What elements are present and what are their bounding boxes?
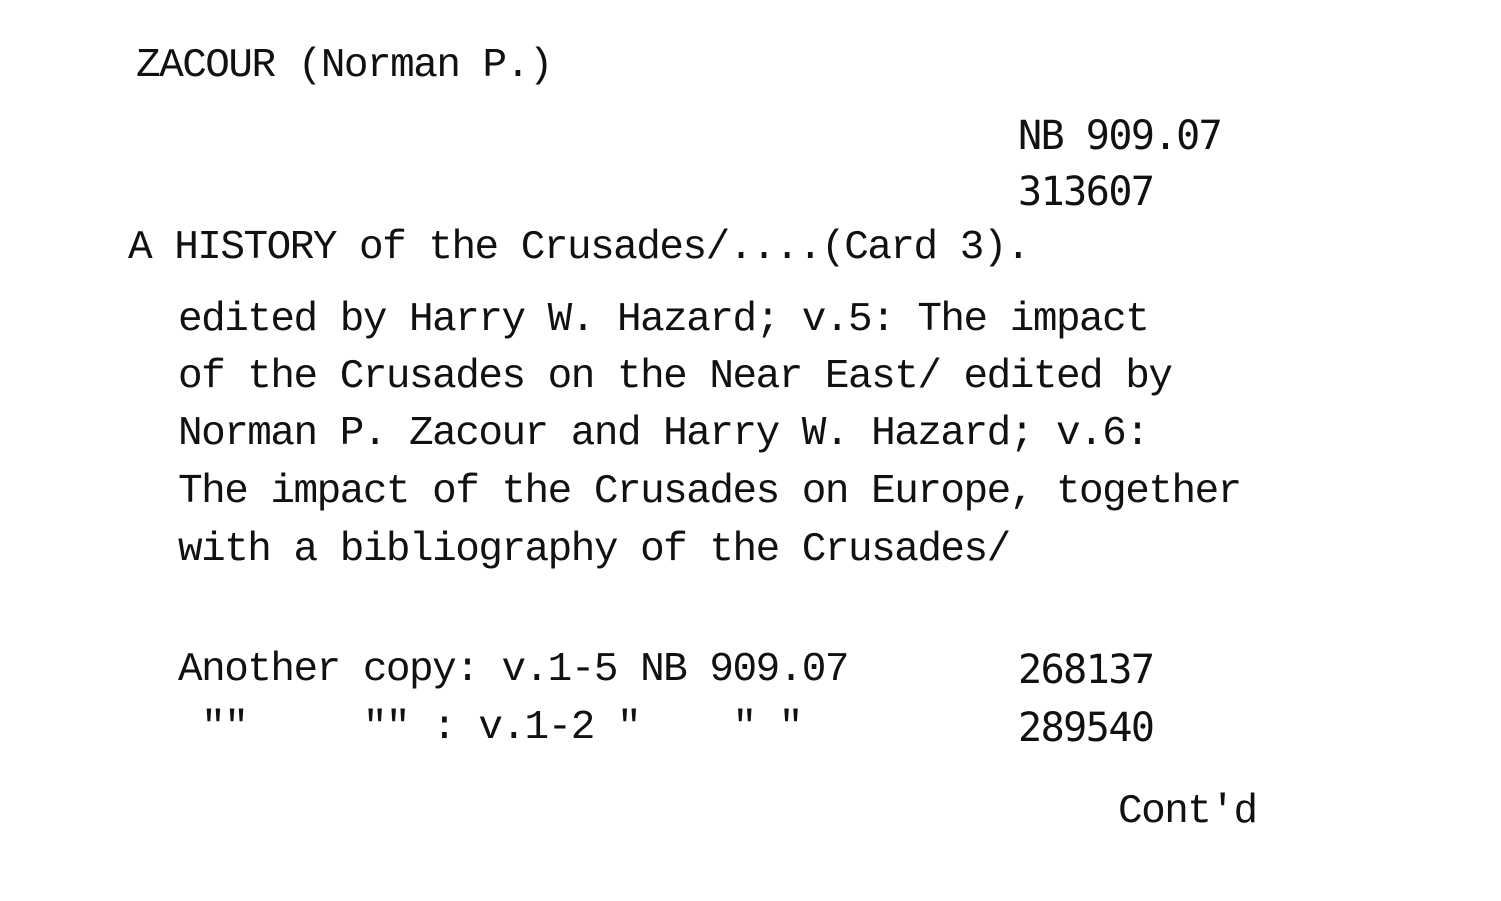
accession-number: 313607 (1018, 169, 1154, 215)
title-line: A HISTORY of the Crusades/....(Card 3). (128, 225, 1030, 271)
body-line: of the Crusades on the Near East/ edited by (178, 354, 1172, 400)
copy-accession: 268137 (1018, 647, 1154, 693)
continued-note: Cont'd (1118, 789, 1257, 835)
body-line: Norman P. Zacour and Harry W. Hazard; v.6: (178, 411, 1149, 457)
copy-label: "" "" : v.1-2 " " " (178, 705, 802, 751)
author-heading: ZACOUR (Norman P.) (136, 43, 552, 89)
body-line: edited by Harry W. Hazard; v.5: The impact (178, 297, 1149, 343)
call-number: NB 909.07 (1018, 113, 1222, 159)
copy-accession: 289540 (1018, 705, 1154, 751)
body-line: The impact of the Crusades on Europe, together (178, 469, 1241, 515)
body-line: with a bibliography of the Crusades/ (178, 527, 1010, 573)
copy-label: Another copy: v.1-5 NB 909.07 (178, 647, 849, 693)
